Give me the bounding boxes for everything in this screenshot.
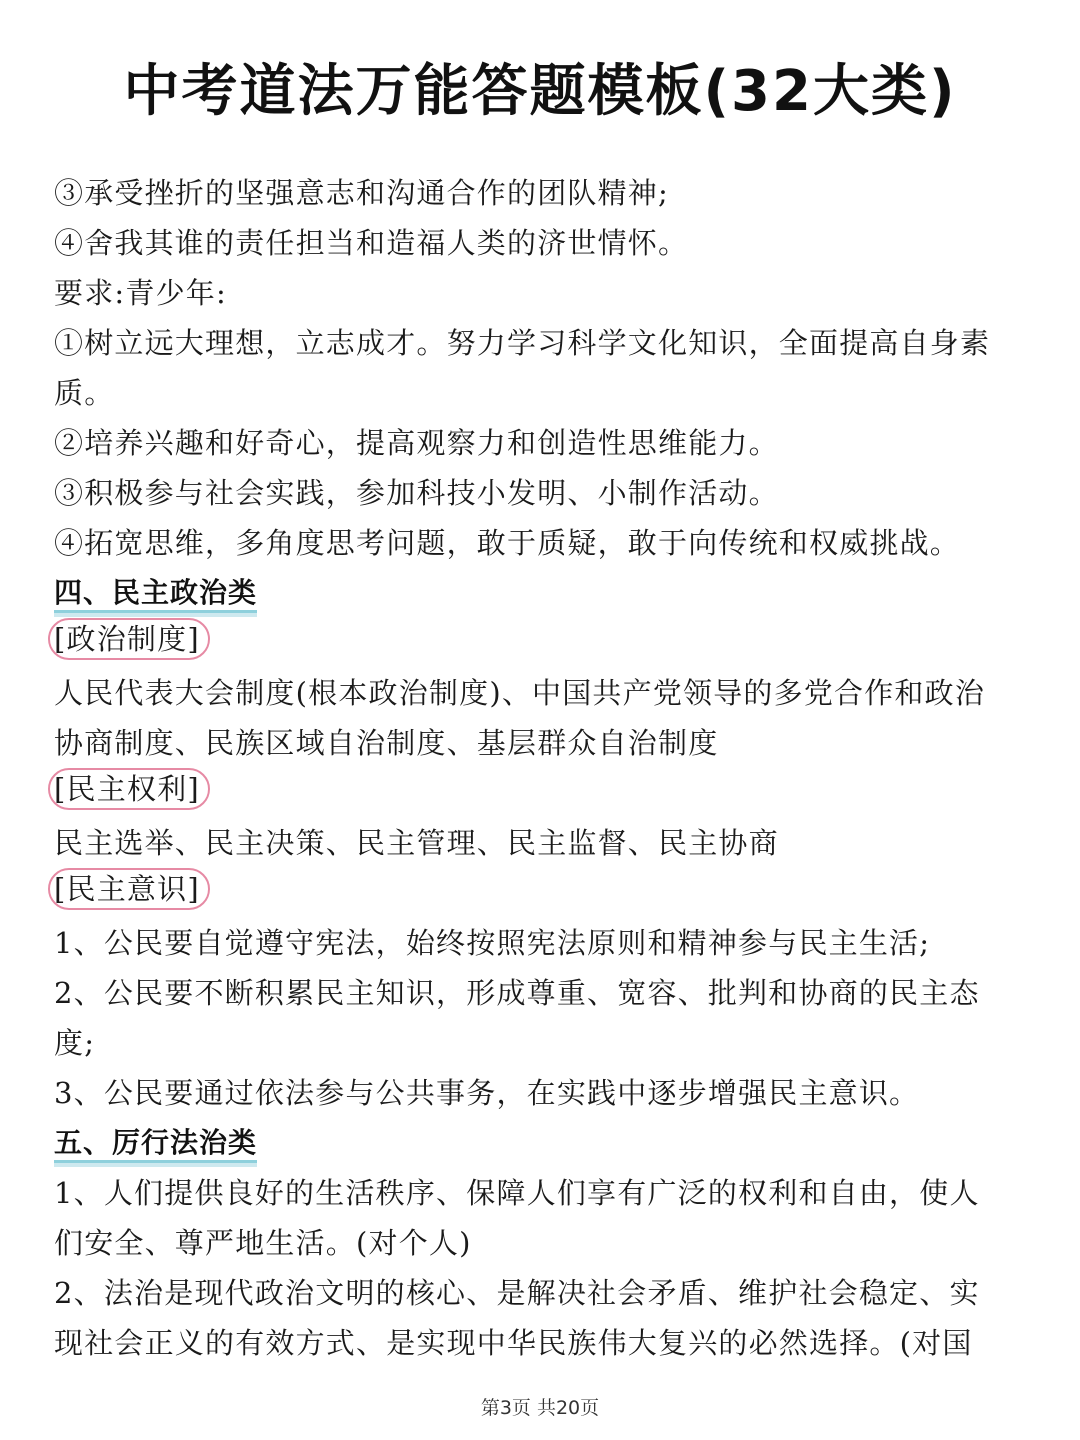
text-line: 1、公民要自觉遵守宪法，始终按照宪法原则和精神参与民主生活; (54, 926, 931, 960)
section-heading-text: 五、厉行法治类 (54, 1126, 257, 1163)
text-line: ④舍我其谁的责任担当和造福人类的济世情怀。 (54, 226, 689, 260)
text-line: 度; (54, 1026, 96, 1060)
subheading-democratic-rights (54, 768, 1034, 818)
text-line: 人民代表大会制度(根本政治制度)、中国共产党领导的多党合作和政治 (54, 676, 986, 710)
text-line: 民主选举、民主决策、民主管理、民主监督、民主协商 (54, 826, 779, 860)
section-heading-text: 四、民主政治类 (54, 576, 257, 613)
text-line: 们安全、尊严地生活。(对个人) (54, 1226, 472, 1260)
text-line: ④拓宽思维，多角度思考问题，敢于质疑，敢于向传统和权威挑战。 (54, 526, 961, 560)
subheading-democratic-awareness (54, 868, 1034, 918)
section-heading-rule-of-law (54, 1118, 1034, 1168)
subheading-political-system (54, 618, 1034, 668)
text-line: 3、公民要通过依法参与公共事务，在实践中逐步增强民主意识。 (54, 1076, 920, 1110)
text-line: 2、公民要不断积累民主知识，形成尊重、宽容、批判和协商的民主态 (54, 976, 980, 1010)
circled-tag: [政治制度] (48, 618, 210, 660)
page-title: 中考道法万能答题模板(32大类) (123, 59, 957, 124)
text-line: ③承受挫折的坚强意志和沟通合作的团队精神; (54, 176, 669, 210)
text-line: ①树立远大理想，立志成才。努力学习科学文化知识，全面提高自身素 (54, 326, 991, 360)
text-line: ③积极参与社会实践，参加科技小发明、小制作活动。 (54, 476, 779, 510)
section-heading-democracy (54, 568, 1034, 618)
text-line: ②培养兴趣和好奇心，提高观察力和创造性思维能力。 (54, 426, 779, 460)
text-line: 要求:青少年: (54, 276, 227, 310)
text-line: 现社会正义的有效方式、是实现中华民族伟大复兴的必然选择。(对国 (54, 1326, 973, 1360)
text-line: 协商制度、民族区域自治制度、基层群众自治制度 (54, 726, 719, 760)
circled-tag: [民主意识] (48, 868, 210, 910)
text-line: 2、法治是现代政治文明的核心、是解决社会矛盾、维护社会稳定、实 (54, 1276, 980, 1310)
text-line: 1、人们提供良好的生活秩序、保障人们享有广泛的权利和自由，使人 (54, 1176, 980, 1210)
circled-tag: [民主权利] (48, 768, 210, 810)
text-line: 质。 (54, 376, 115, 410)
page-content (54, 168, 1034, 1368)
page-number: 第3页 共20页 (480, 1397, 600, 1419)
